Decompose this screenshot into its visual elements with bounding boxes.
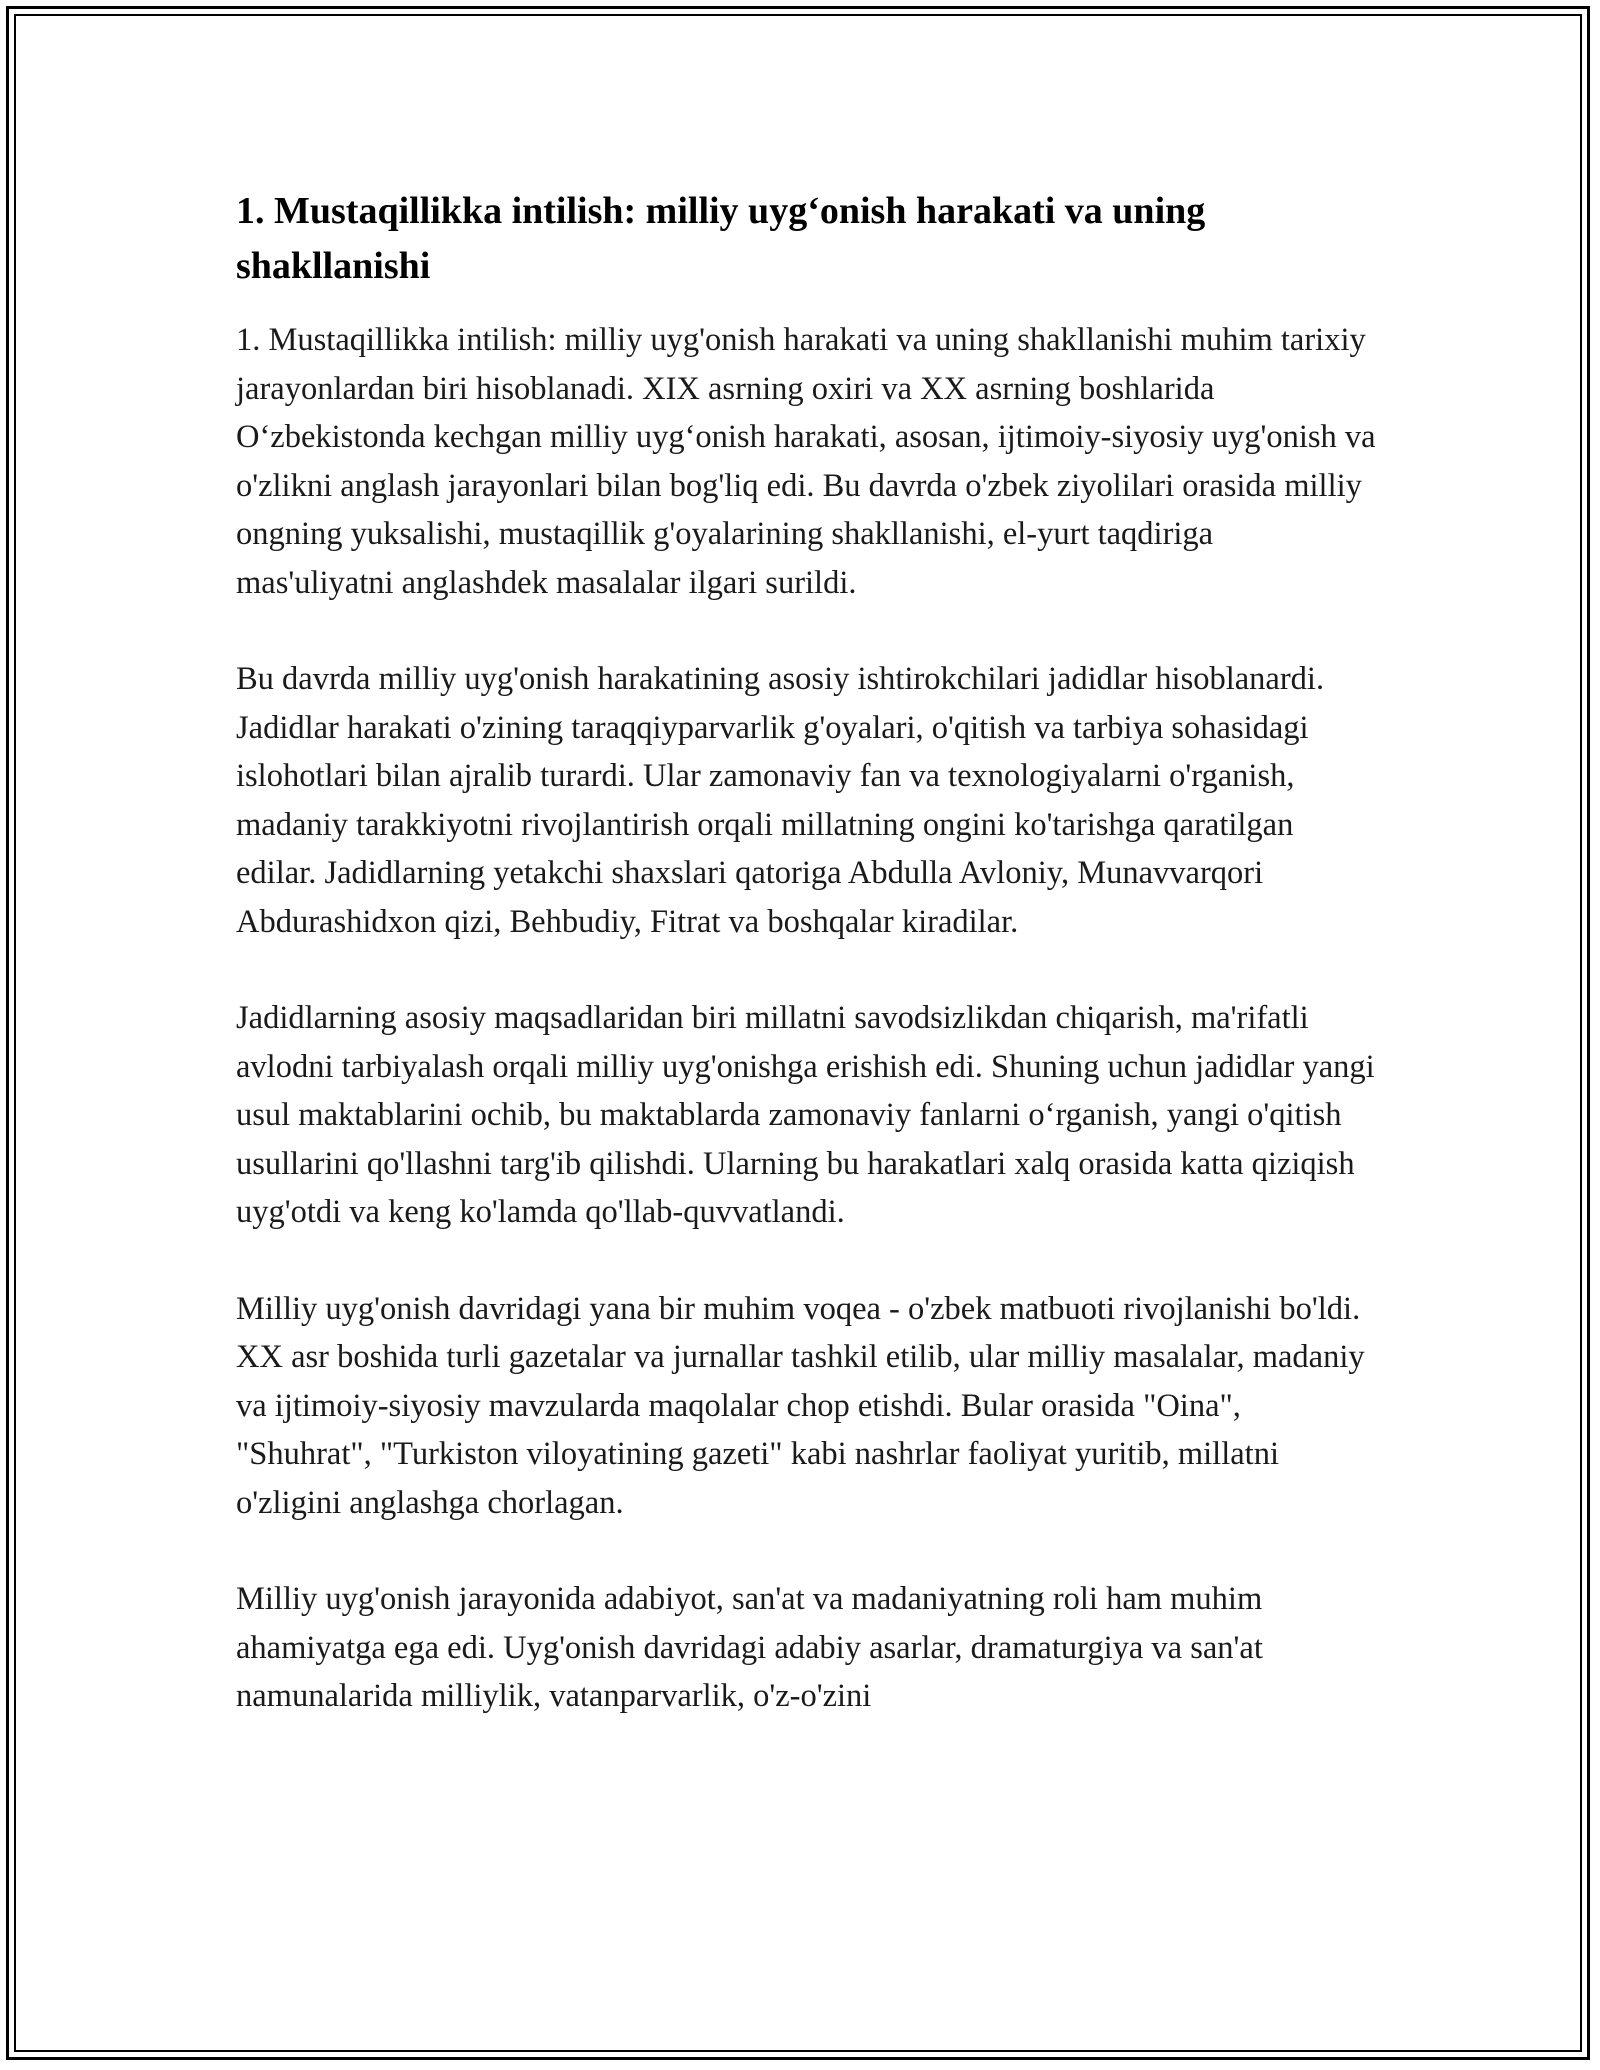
- document-heading: 1. Mustaqillikka intilish: milliy uyg‘onish harakati va uning shakllanishi: [236, 190, 1206, 287]
- paragraph-4: Milliy uyg'onish davridagi yana bir muhim voqea - o'zbek matbuoti rivojlanishi bo'ldi. XX asr boshida turli gazetalar va jurnallar tashkil etilib, ular milliy masalalar, madaniy va ijtimoiy-siyosiy mavzularda maqolalar chop etishdi. Bular orasida "Oina", "Shuhrat", "Turkiston viloyatining gazeti" kabi nashrlar faoliyat yuritib, millatni o'zligini anglashga chorlagan.: [236, 1290, 1365, 1521]
- document-body: [236, 184, 1376, 1769]
- paragraph-1: 1. Mustaqillikka intilish: milliy uyg'onish harakati va uning shakllanishi muhim tarixiy jarayonlardan biri hisoblanadi. XIX asrning oxiri va XX asrning boshlarida O‘zbekistonda kechgan milliy uyg‘onish harakati, asosan, ijtimoiy-siyosiy uyg'onish va o'zlikni anglash jarayonlari bilan bog'liq edi. Bu davrda o'zbek ziyolilari orasida milliy ongning yuksalishi, mustaqillik g'oyalarining shakllanishi, el-yurt taqdiriga mas'uliyatni anglashdek masalalar ilgari surildi.: [236, 322, 1376, 601]
- paragraph-3: Jadidlarning asosiy maqsadlaridan biri millatni savodsizlikdan chiqarish, ma'rifatli avlodni tarbiyalash orqali milliy uyg'onishga erishish edi. Shuning uchun jadidlar yangi usul maktablarini ochib, bu maktablarda zamonaviy fanlarni o‘rganish, yangi o'qitish usullarini qo'llashni targ'ib qilishdi. Ularning bu harakatlari xalq orasida katta qiziqish uyg'otdi va keng ko'lamda qo'llab-quvvatlandi.: [236, 1000, 1375, 1230]
- paragraph-5: Milliy uyg'onish jarayonida adabiyot, san'at va madaniyatning roli ham muhim ahamiyatga ega edi. Uyg'onish davridagi adabiy asarlar, dramaturgiya va san'at namunalarida milliylik, vatanparvarlik, o'z-o'zini: [236, 1581, 1263, 1714]
- paragraph-2: Bu davrda milliy uyg'onish harakatining asosiy ishtirokchilari jadidlar hisoblanardi. Jadidlar harakati o'zining taraqqiyparvarlik g'oyalari, o'qitish va tarbiya sohasidagi islohotlari bilan ajralib turardi. Ular zamonaviy fan va texnologiyalarni o'rganish, madaniy tarakkiyotni rivojlantirish orqali millatning ongini ko'tarishga qaratilgan edilar. Jadidlarning yetakchi shaxslari qatoriga Abdulla Avloniy, Munavvarqori Abdurashidxon qizi, Behbudiy, Fitrat va boshqalar kiradilar.: [236, 661, 1325, 940]
